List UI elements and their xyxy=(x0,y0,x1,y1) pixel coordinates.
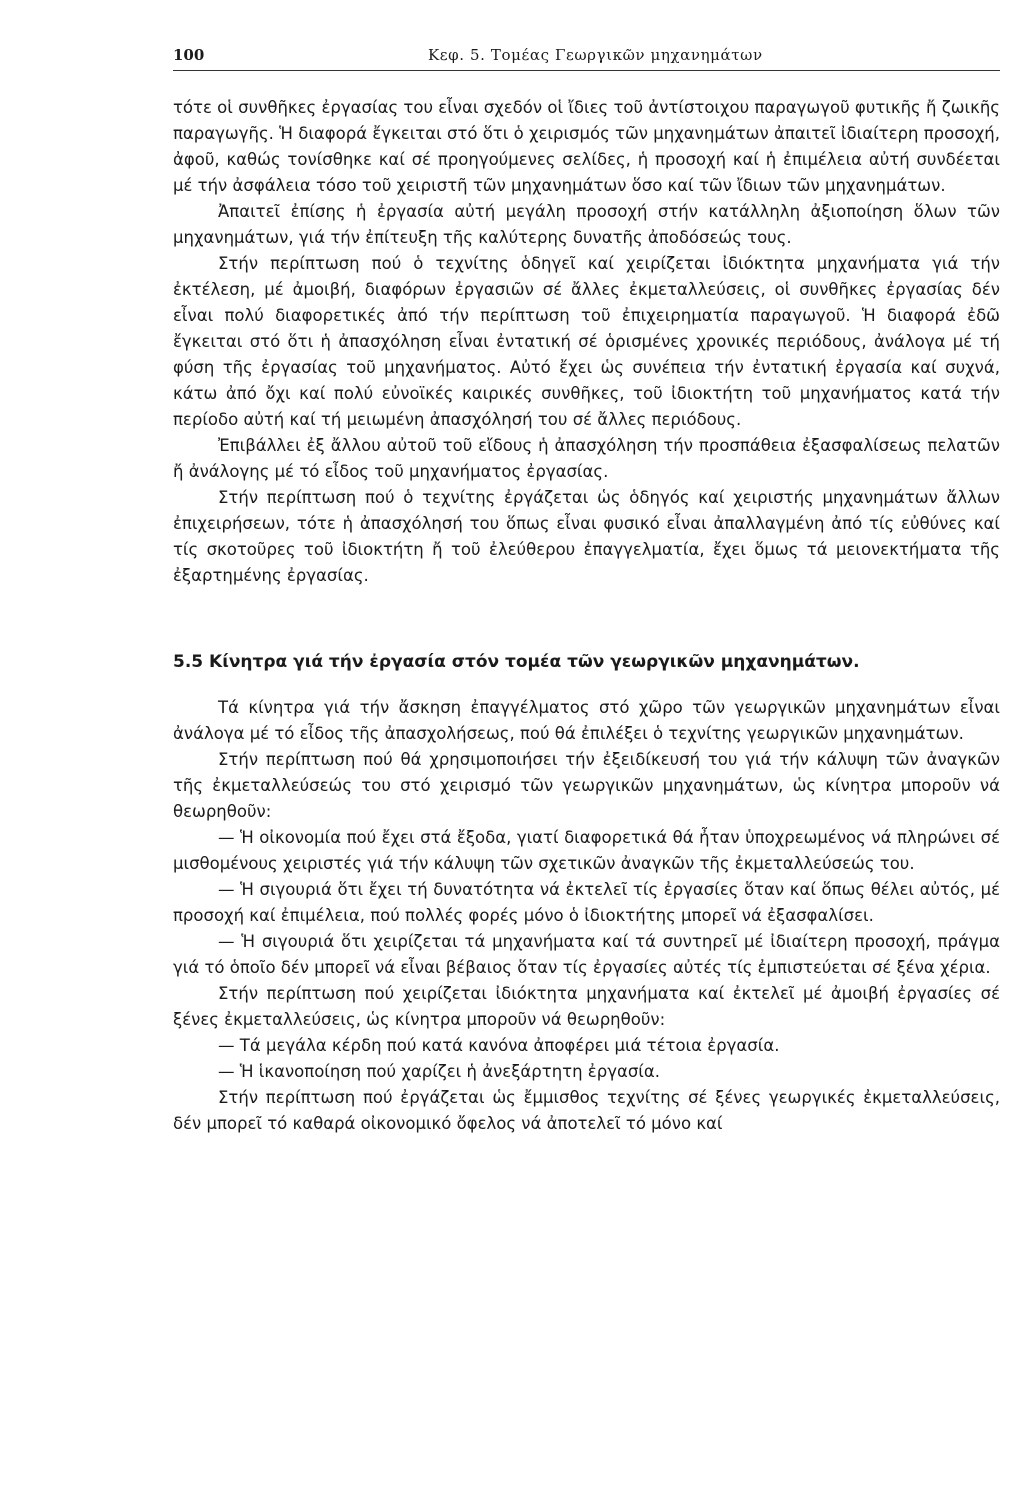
paragraph: Στήν περίπτωση πού ἐργάζεται ὡς ἔμμισθος τεχνίτης σέ ξένες γεωργικές ἐκμεταλλεύσεις, δέν μπορεῖ τό καθαρά οἰκονομικό ὄφελος νά ἀποτελεῖ τό μόνο καί xyxy=(173,1088,1000,1133)
paragraph: Τά κίνητρα γιά τήν ἄσκηση ἐπαγγέλματος στό χῶρο τῶν γεωργικῶν μηχανημάτων εἶναι ἀνάλογα μέ τό εἶδος τῆς ἀπασχολήσεως, πού θά ἐπιλέξει ὁ τεχνίτης γεωργικῶν μηχανημάτων. xyxy=(173,698,1000,743)
paragraph: Ἀπαιτεῖ ἐπίσης ἡ ἐργασία αὐτή μεγάλη προσοχή στήν κατάλληλη ἀξιοποίηση ὅλων τῶν μηχανημάτων, γιά τήν ἐπίτευξη τῆς καλύτερης δυνατῆς ἀποδόσεώς τους. xyxy=(173,202,1000,247)
paragraph: Στήν περίπτωση πού χειρίζεται ἰδιόκτητα μηχανήματα καί ἐκτελεῖ μέ ἀμοιβή ἐργασίες σέ ξένες ἐκμεταλλεύσεις, ὡς κίνητρα μποροῦν νά θεωρηθοῦν: xyxy=(173,984,1000,1029)
section-body xyxy=(173,695,1000,1137)
list-item: — Ἡ σιγουριά ὅτι χειρίζεται τά μηχανήματα καί τά συντηρεῖ μέ ἰδιαίτερη προσοχή, πράγμα γιά τό ὁποῖο δέν μπορεῖ νά εἶναι βέβαιος ὅταν τίς ἐργασίες αὐτές τίς ἐμπιστεύεται σέ ξένα χέρια. xyxy=(173,932,1000,977)
page-number: 100 xyxy=(173,46,205,64)
paragraph: Στήν περίπτωση πού ὁ τεχνίτης ἐργάζεται ὡς ὁδηγός καί χειριστής μηχανημάτων ἄλλων ἐπιχειρήσεων, τότε ἡ ἀπασχόλησή του ὅπως εἶναι φυσικό εἶναι ἀπαλλαγμένη ἀπό τίς εὐθύνες καί τίς σκοτοῦρες τοῦ ἰδιοκτήτη ἤ τοῦ ἐλεύθερου ἐπαγγελματία, ἔχει ὅμως τά μειονεκτήματα τῆς ἐξαρτημένης ἐργασίας. xyxy=(173,488,1000,585)
list-item: — Ἡ σιγουριά ὅτι ἔχει τή δυνατότητα νά ἐκτελεῖ τίς ἐργασίες ὅταν καί ὅπως θέλει αὐτός, μέ προσοχή καί ἐπιμέλεια, πού πολλές φορές μόνο ὁ ἰδιοκτήτης μπορεῖ νά ἐξασφαλίσει. xyxy=(173,880,1000,925)
running-head: Κεφ. 5. Τομέας Γεωργικῶν μηχανημάτων xyxy=(428,46,763,64)
list-item: — Ἡ οἰκονομία πού ἔχει στά ἔξοδα, γιατί διαφορετικά θά ἦταν ὑποχρεωμένος νά πληρώνει σέ μισθομένους χειριστές γιά τήν κάλυψη τῶν σχετικῶν ἀναγκῶν τῆς ἐκμεταλλεύσεώς του. xyxy=(173,828,1000,873)
page-header xyxy=(173,42,1000,71)
paragraph: Ἐπιβάλλει ἐξ ἄλλου αὐτοῦ τοῦ εἴδους ἡ ἀπασχόληση τήν προσπάθεια ἐξασφαλίσεως πελατῶν ἤ ἀνάλογης μέ τό εἶδος τοῦ μηχανήματος ἐργασίας. xyxy=(173,436,1000,481)
paragraph: Στήν περίπτωση πού θά χρησιμοποιήσει τήν ἐξειδίκευσή του γιά τήν κάλυψη τῶν ἀναγκῶν τῆς ἐκμεταλλεύσεώς του στό χειρισμό τῶν γεωργικῶν μηχανημάτων, ὡς κίνητρα μποροῦν νά θεωρηθοῦν: xyxy=(173,750,1000,821)
list-item: — Τά μεγάλα κέρδη πού κατά κανόνα ἀποφέρει μιά τέτοια ἐργασία. xyxy=(218,1036,780,1055)
body-text xyxy=(173,95,1000,1137)
section-heading: 5.5 Κίνητρα γιά τήν ἐργασία στόν τομέα τῶν γεωργικῶν μηχανημάτων. xyxy=(173,652,860,672)
paragraph: Στήν περίπτωση πού ὁ τεχνίτης ὁδηγεῖ καί χειρίζεται ἰδιόκτητα μηχανήματα γιά τήν ἐκτέλεση, μέ ἀμοιβή, διαφόρων ἐργασιῶν σέ ἄλλες ἐκμεταλλεύσεις, οἱ συνθῆκες ἐργασίας δέν εἶναι πολύ διαφορετικές ἀπό τήν περίπτωση τοῦ ἐπιχειρηματία παραγωγοῦ. Ἡ διαφορά ἐδῶ ἔγκειται στό ὅτι ἡ ἀπασχόληση εἶναι ἐντατική σέ ὁρισμένες χρονικές περιόδους, ἀνάλογα μέ τή φύση τῆς ἐργασίας τοῦ μηχανήματος. Αὐτό ἔχει ὡς συνέπεια τήν ἐντατική ἐργασία καί συχνά, κάτω ἀπό ὄχι καί πολύ εὐνοϊκές καιρικές συνθῆκες, τοῦ ἰδιοκτήτη τοῦ μηχανήματος κατά τήν περίοδο αὐτή καί τή μειωμένη ἀπασχόλησή του σέ ἄλλες περιόδους. xyxy=(173,254,1000,429)
list-item: — Ἡ ἱκανοποίηση πού χαρίζει ἡ ἀνεξάρτητη ἐργασία. xyxy=(218,1062,660,1081)
paragraph: τότε οἱ συνθῆκες ἐργασίας του εἶναι σχεδόν οἱ ἴδιες τοῦ ἀντίστοιχου παραγωγοῦ φυτικῆς ἤ ζωικῆς παραγωγῆς. Ἡ διαφορά ἔγκειται στό ὅτι ὁ χειρισμός τῶν μηχανημάτων ἀπαιτεῖ ἰδιαίτερη προσοχή, ἀφοῦ, καθώς τονίσθηκε καί σέ προηγούμενες σελίδες, ἡ προσοχή καί ἡ ἐπιμέλεια αὐτή συνδέεται μέ τήν ἀσφάλεια τόσο τοῦ χειριστῆ τῶν μηχανημάτων ὅσο καί τῶν ἴδιων τῶν μηχανημάτων. xyxy=(173,98,1000,195)
